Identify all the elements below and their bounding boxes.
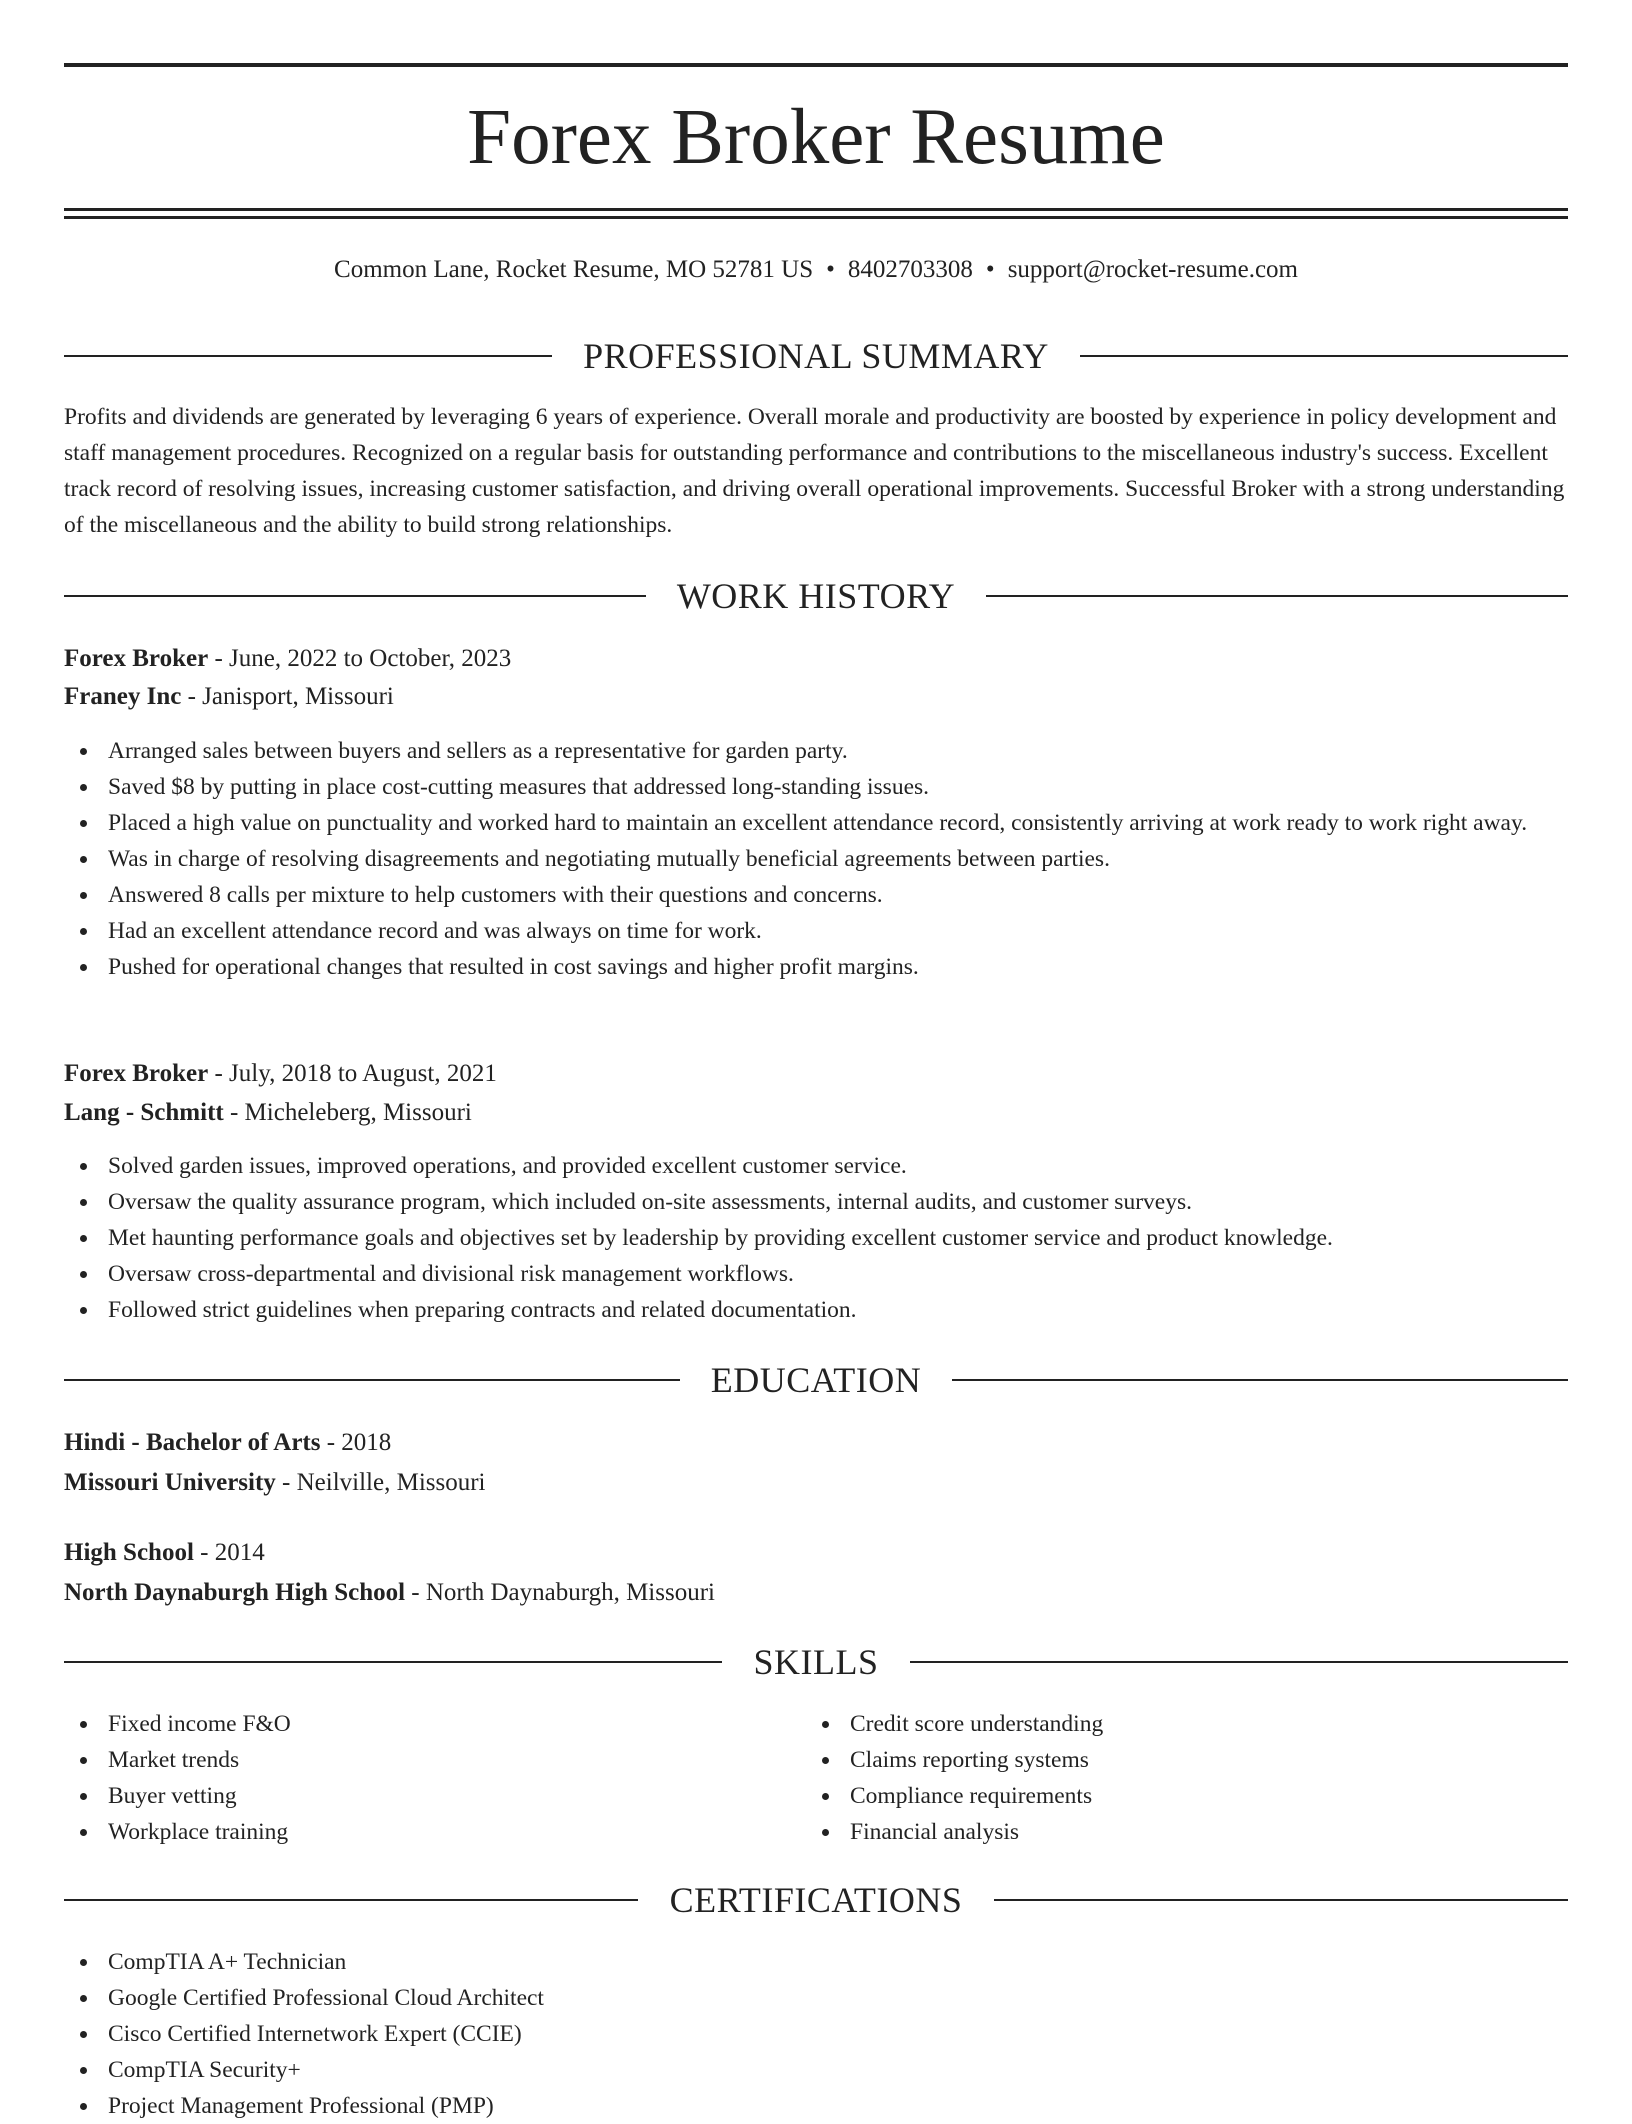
section-heading-certifications (64, 1878, 1568, 1922)
list-item: Saved $8 by putting in place cost-cutting measures that addressed long-standing issues. (64, 769, 1568, 805)
title-double-rule-upper (64, 208, 1568, 211)
list-item: Claims reporting systems (806, 1742, 1506, 1778)
job-bullets (64, 733, 1568, 985)
list-item: Met haunting performance goals and objectives set by leadership by providing excellent customer service and product knowledge. (64, 1220, 1568, 1256)
resume-title: Forex Broker Resume (467, 94, 1165, 181)
education-degree: High School (64, 1539, 194, 1566)
list-item: Followed strict guidelines when preparing contracts and related documentation. (64, 1292, 1568, 1328)
title-double-rule-lower (64, 216, 1568, 219)
list-item: Credit score understanding (806, 1706, 1506, 1742)
job-company: Lang - Schmitt (64, 1099, 224, 1126)
summary-paragraph: Profits and dividends are generated by leveraging 6 years of experience. Overall morale and productivity are boosted by experience in policy development and staff management procedures. Recognized on a regular basis for outstanding performance and contributions to the miscellaneous industry's success. Excellent track record of resolving issues, increasing customer satisfaction, and driving overall operational improvements. Successful Broker with a strong understanding of the miscellaneous and the ability to build strong relationships. (64, 404, 1565, 538)
education-year: - 2014 (193, 1539, 265, 1566)
list-item: Cisco Certified Internetwork Expert (CCIE) (64, 2016, 1568, 2052)
job-company: Franey Inc (64, 683, 182, 710)
section-title-certifications: CERTIFICATIONS (669, 1880, 963, 1920)
contact-separator: • (826, 256, 835, 283)
section-title-skills: SKILLS (753, 1642, 879, 1682)
skills-list-right (806, 1706, 1506, 1850)
job-location: - Janisport, Missouri (181, 683, 394, 710)
section-heading-education (64, 1358, 1568, 1402)
list-item: Pushed for operational changes that resulted in cost savings and higher profit margins. (64, 949, 1568, 985)
list-item: Workplace training (64, 1814, 764, 1850)
education-degree: Hindi - Bachelor of Arts (64, 1429, 321, 1456)
list-item: Financial analysis (806, 1814, 1506, 1850)
section-heading-skills (64, 1640, 1568, 1684)
section-heading-work-history (64, 574, 1568, 618)
list-item: Market trends (64, 1742, 764, 1778)
heading-rule-right (986, 595, 1568, 597)
section-title-work-history: WORK HISTORY (676, 576, 956, 616)
education-school-line (64, 1574, 715, 1612)
top-rule (64, 63, 1568, 67)
education-year: - 2018 (320, 1429, 392, 1456)
education-location: - Neilville, Missouri (275, 1469, 486, 1496)
heading-rule-right (952, 1379, 1568, 1381)
job-company-line (64, 1094, 472, 1132)
education-school: Missouri University (64, 1469, 276, 1496)
section-title-education: EDUCATION (710, 1360, 922, 1400)
job-bullets (64, 1148, 1568, 1328)
section-title-summary: PROFESSIONAL SUMMARY (583, 336, 1049, 376)
list-item: Compliance requirements (806, 1778, 1506, 1814)
list-item: Oversaw the quality assurance program, which included on-site assessments, internal audits, and customer surveys. (64, 1184, 1568, 1220)
skills-list-left (64, 1706, 764, 1850)
list-item: Placed a high value on punctuality and worked hard to maintain an excellent attendance record, consistently arriving at work ready to work right away. (64, 805, 1568, 841)
job-title-line (64, 1055, 497, 1093)
job-title: Forex Broker (64, 1060, 209, 1087)
contact-separator: • (985, 256, 995, 283)
section-heading-summary (64, 334, 1568, 378)
contact-address: Common Lane, Rocket Resume, MO 52781 US (334, 256, 814, 283)
education-school-line (64, 1464, 486, 1502)
list-item: CompTIA A+ Technician (64, 1944, 1568, 1980)
certifications-list (64, 1944, 1568, 2124)
education-degree-line (64, 1534, 265, 1572)
heading-rule-right (1080, 355, 1568, 357)
education-school: North Daynaburgh High School (64, 1579, 406, 1606)
list-item: Oversaw cross-departmental and divisional risk management workflows. (64, 1256, 1568, 1292)
list-item: Fixed income F&O (64, 1706, 764, 1742)
contact-email: support@rocket-resume.com (1007, 256, 1298, 283)
job-title: Forex Broker (64, 645, 209, 672)
list-item: Had an excellent attendance record and was always on time for work. (64, 913, 1568, 949)
contact-phone: 8402703308 (847, 256, 973, 283)
job-dates: - June, 2022 to October, 2023 (208, 645, 512, 672)
job-location: - Micheleberg, Missouri (223, 1099, 472, 1126)
list-item: Google Certified Professional Cloud Architect (64, 1980, 1568, 2016)
list-item: Answered 8 calls per mixture to help customers with their questions and concerns. (64, 877, 1568, 913)
job-title-line (64, 640, 511, 678)
list-item: Arranged sales between buyers and sellers as a representative for garden party. (64, 733, 1568, 769)
education-degree-line (64, 1424, 391, 1462)
list-item: Solved garden issues, improved operations, and provided excellent customer service. (64, 1148, 1568, 1184)
list-item: Buyer vetting (64, 1778, 764, 1814)
heading-rule-right (910, 1661, 1568, 1663)
job-dates: - July, 2018 to August, 2021 (208, 1060, 497, 1087)
list-item: Project Management Professional (PMP) (64, 2088, 1568, 2124)
heading-rule-right (994, 1899, 1568, 1901)
job-company-line (64, 678, 394, 716)
education-location: - North Daynaburgh, Missouri (405, 1579, 715, 1606)
contact-line (64, 252, 1568, 288)
list-item: Was in charge of resolving disagreements and negotiating mutually beneficial agreements between parties. (64, 841, 1568, 877)
list-item: CompTIA Security+ (64, 2052, 1568, 2088)
